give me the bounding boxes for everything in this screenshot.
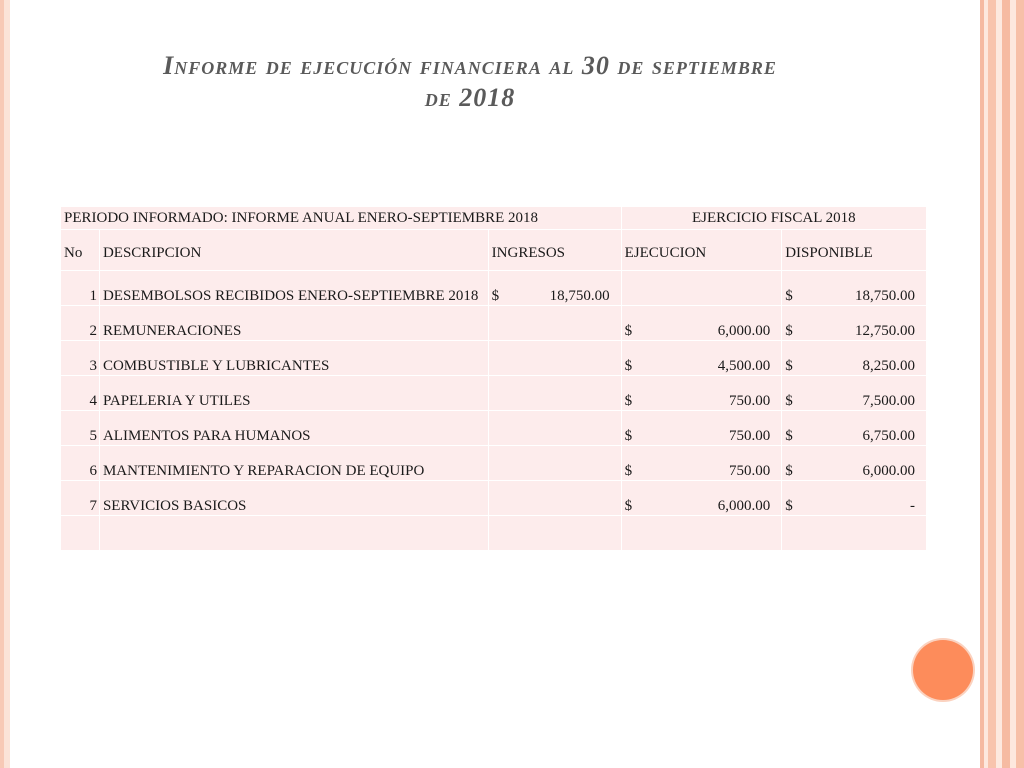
ejecucion-cell-value: 750.00 [728, 463, 771, 479]
disponible-cell-value: 6,000.00 [862, 463, 915, 479]
disponible-cell [782, 271, 927, 306]
currency-symbol: $ [624, 358, 633, 374]
row-description: ALIMENTOS PARA HUMANOS [99, 411, 488, 446]
row-number: 3 [61, 341, 100, 376]
disponible-cell-value: 18,750.00 [855, 288, 915, 304]
table-row [61, 446, 927, 481]
disponible-cell-value: 6,750.00 [862, 428, 915, 444]
row-number: 6 [61, 446, 100, 481]
currency-symbol: $ [624, 498, 633, 514]
ejecucion-cell-value: 4,500.00 [717, 358, 771, 374]
disponible-cell [782, 376, 927, 411]
ingresos-cell [488, 341, 621, 376]
ingresos-cell [488, 306, 621, 341]
accent-circle [913, 640, 973, 700]
row-description: REMUNERACIONES [99, 306, 488, 341]
currency-symbol: $ [785, 428, 793, 444]
currency-symbol: $ [785, 288, 793, 304]
row-number: 1 [61, 271, 100, 306]
disponible-cell [782, 306, 927, 341]
disponible-cell [782, 341, 927, 376]
empty-cell [61, 516, 100, 551]
currency-symbol: $ [624, 428, 633, 444]
currency-symbol: $ [785, 323, 793, 339]
currency-symbol: $ [624, 393, 633, 409]
fiscal-year-label: EJERCICIO FISCAL 2018 [621, 207, 926, 230]
currency-symbol: $ [785, 463, 793, 479]
left-decorative-border [0, 0, 10, 768]
empty-cell [488, 516, 621, 551]
table-row [61, 271, 927, 306]
right-decorative-stripes [976, 0, 1024, 768]
row-description: SERVICIOS BASICOS [99, 481, 488, 516]
ingresos-cell [488, 411, 621, 446]
row-number: 7 [61, 481, 100, 516]
disponible-cell-value: 7,500.00 [862, 393, 915, 409]
disponible-cell [782, 411, 927, 446]
currency-symbol: $ [785, 358, 793, 374]
header-no: No [61, 230, 100, 271]
empty-row [61, 516, 927, 551]
ingresos-cell-value: 18,750.00 [549, 288, 610, 304]
period-header-row [61, 207, 927, 230]
disponible-cell [782, 446, 927, 481]
currency-symbol: $ [624, 463, 633, 479]
disponible-cell-value: 12,750.00 [855, 323, 915, 339]
currency-symbol: $ [491, 288, 500, 304]
ingresos-cell [488, 481, 621, 516]
title-line-2: de 2018 [424, 83, 516, 112]
row-number: 5 [61, 411, 100, 446]
title-line-1: Informe de ejecución financiera al 30 de septiembre [163, 51, 777, 80]
period-label: PERIODO INFORMADO: INFORME ANUAL ENERO-SEPTIEMBRE 2018 [61, 207, 622, 230]
row-description: PAPELERIA Y UTILES [99, 376, 488, 411]
financial-report-table [60, 206, 927, 551]
row-description: COMBUSTIBLE Y LUBRICANTES [99, 341, 488, 376]
row-number: 2 [61, 306, 100, 341]
disponible-cell-value: 8,250.00 [862, 358, 915, 374]
ejecucion-cell [621, 481, 782, 516]
table-row [61, 341, 927, 376]
slide-title [40, 50, 900, 114]
header-ingresos: INGRESOS [488, 230, 621, 271]
table-row [61, 481, 927, 516]
row-description: DESEMBOLSOS RECIBIDOS ENERO-SEPTIEMBRE 2018 [99, 271, 488, 306]
ejecucion-cell [621, 446, 782, 481]
row-number: 4 [61, 376, 100, 411]
table-row [61, 376, 927, 411]
ejecucion-cell [621, 376, 782, 411]
currency-symbol: $ [785, 498, 793, 514]
ejecucion-cell [621, 306, 782, 341]
empty-cell [782, 516, 927, 551]
ejecucion-cell-value: 6,000.00 [717, 323, 771, 339]
table-row [61, 411, 927, 446]
table-row [61, 306, 927, 341]
ejecucion-cell [621, 271, 782, 306]
empty-cell [621, 516, 782, 551]
ejecucion-cell-value: 6,000.00 [717, 498, 771, 514]
ingresos-cell [488, 376, 621, 411]
currency-symbol: $ [785, 393, 793, 409]
disponible-cell [782, 481, 927, 516]
currency-symbol: $ [624, 323, 633, 339]
ingresos-cell [488, 271, 621, 306]
ejecucion-cell-value: 750.00 [728, 428, 771, 444]
header-ejecucion: EJECUCION [621, 230, 782, 271]
ejecucion-cell [621, 411, 782, 446]
ejecucion-cell-value: 750.00 [728, 393, 771, 409]
row-description: MANTENIMIENTO Y REPARACION DE EQUIPO [99, 446, 488, 481]
header-descripcion: DESCRIPCION [99, 230, 488, 271]
disponible-cell-value: - [910, 498, 915, 514]
column-header-row [61, 230, 927, 271]
header-disponible: DISPONIBLE [782, 230, 927, 271]
ejecucion-cell [621, 341, 782, 376]
ingresos-cell [488, 446, 621, 481]
empty-cell [99, 516, 488, 551]
